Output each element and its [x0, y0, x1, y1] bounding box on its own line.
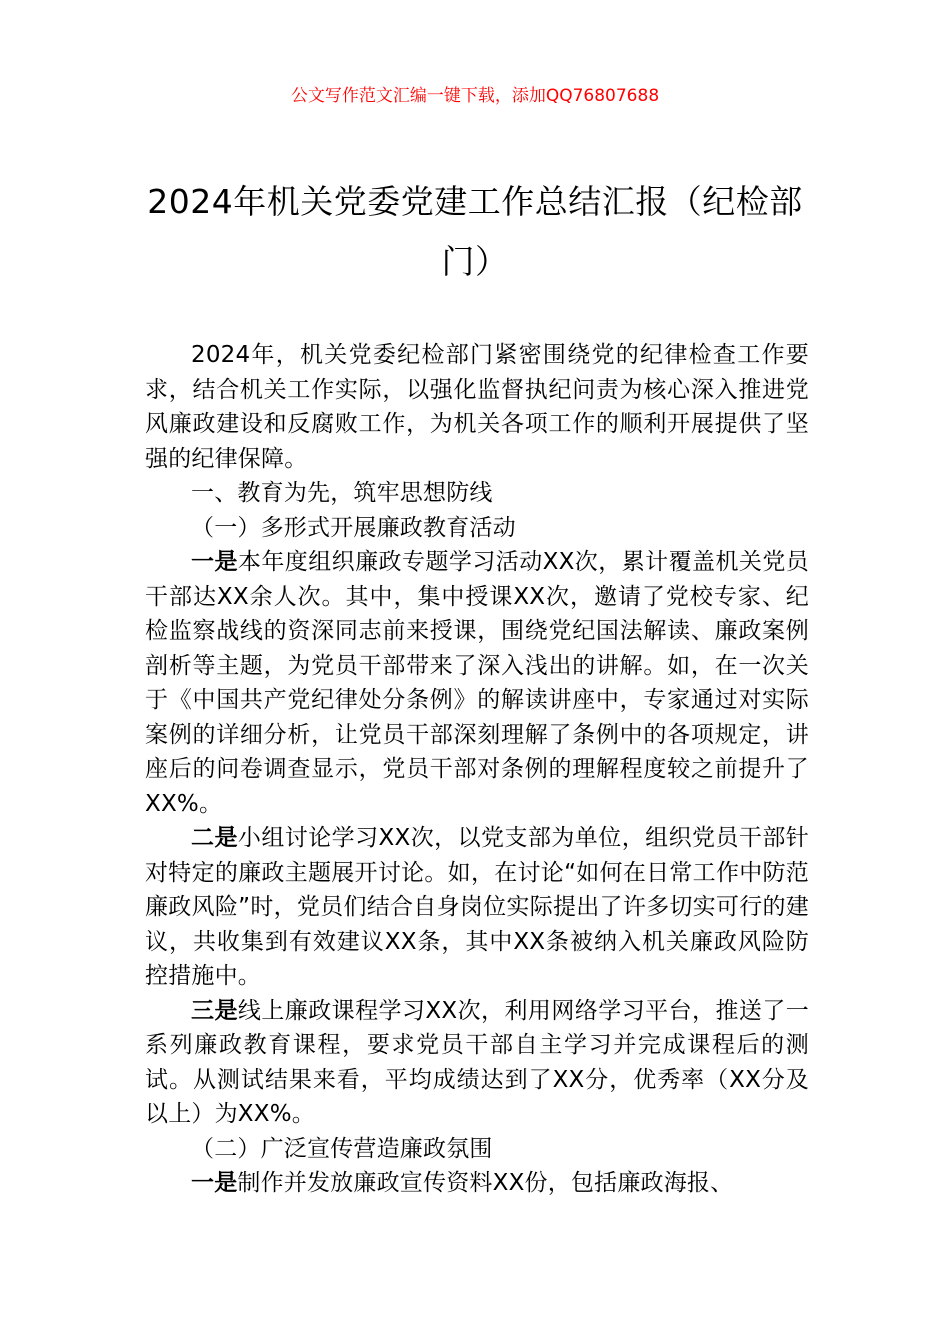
section-heading-1: 一、教育为先，筑牢思想防线 [191, 480, 493, 506]
body-paragraph-1: 一是本年度组织廉政专题学习活动XX次，累计覆盖机关党员干部达XX余人次。其中，集中授课XX次，邀请了党校专家、纪检监察战线的资深同志前来授课，围绕党纪国法解读、廉政案例剖析等主题，为党员干部带来了深入浅出的讲解。如，在一次关于《中国共产党纪律处分条例》的解读讲座中，专家通过对实际案例的详细分析，让党员干部深刻理解了条例中的各项规定，讲座后的问卷调查显示，党员干部对条例的理解程度较之前提升了XX%。 [145, 549, 809, 817]
paragraph-lead: 三是 [191, 997, 238, 1024]
intro-paragraph: 2024年，机关党委纪检部门紧密围绕党的纪律检查工作要求，结合机关工作实际，以强化监督执纪问责为核心深入推进党风廉政建设和反腐败工作，为机关各项工作的顺利开展提供了坚强的纪律保障。 [145, 342, 809, 472]
document-title: 2024年机关党委党建工作总结汇报（纪检部门） [147, 182, 803, 281]
subsection-heading-2: （二）广泛宣传营造廉政氛围 [191, 1135, 493, 1162]
paragraph-lead: 一是 [191, 1170, 238, 1196]
body-paragraph-4: 一是制作并发放廉政宣传资料XX份，包括廉政海报、 [191, 1170, 734, 1196]
body-paragraph-2: 二是小组讨论学习XX次，以党支部为单位，组织党员干部针对特定的廉政主题展开讨论。如，在讨论“如何在日常工作中防范廉政风险”时，党员们结合自身岗位实际提出了许多切实可行的建议，共收集到有效建议XX条，其中XX条被纳入机关廉政风险防控措施中。 [145, 825, 809, 989]
document-body [145, 338, 809, 1201]
paragraph-lead: 二是 [191, 825, 238, 851]
subsection-heading-1: （一）多形式开展廉政教育活动 [191, 514, 516, 541]
promo-header-text: 公文写作范文汇编一键下载，添加QQ76807688 [290, 86, 660, 106]
body-paragraph-3: 三是线上廉政课程学习XX次，利用网络学习平台，推送了一系列廉政教育课程，要求党员干部自主学习并完成课程后的测试。从测试结果来看，平均成绩达到了XX分，优秀率（XX分及以上）为XX%。 [145, 997, 809, 1127]
paragraph-lead: 一是 [191, 549, 238, 575]
